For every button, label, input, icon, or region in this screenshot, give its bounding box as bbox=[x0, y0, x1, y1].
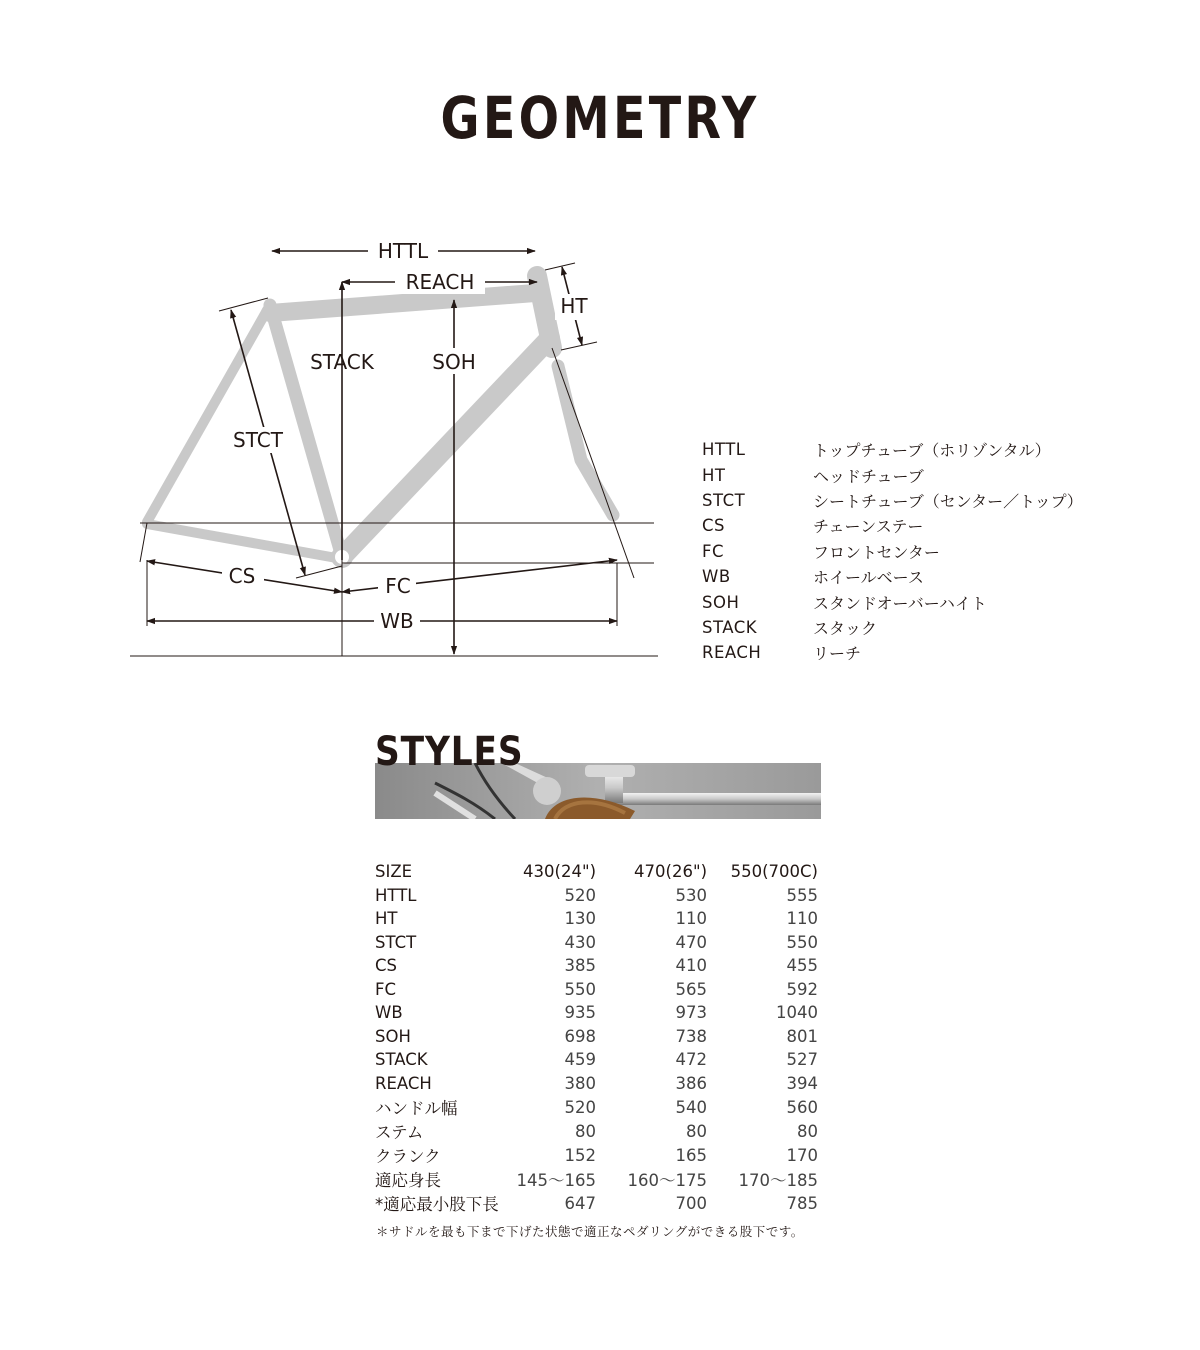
table-row bbox=[375, 1048, 818, 1072]
cell-value: 470 bbox=[675, 932, 707, 952]
frame-tubes bbox=[147, 276, 613, 559]
cell-value: 170〜185 bbox=[738, 1171, 818, 1190]
legend-desc: ヘッドチューブ bbox=[813, 466, 924, 486]
legend-abbr: STCT bbox=[702, 490, 746, 510]
reach-label: REACH bbox=[405, 270, 475, 294]
table-row bbox=[375, 954, 818, 978]
cell-value: 520 bbox=[564, 885, 596, 905]
row-label: STACK bbox=[375, 1050, 428, 1070]
table-row bbox=[375, 1143, 818, 1167]
cell-value: 130 bbox=[564, 909, 596, 929]
geometry-legend bbox=[702, 437, 1083, 666]
cell-value: 700 bbox=[675, 1193, 707, 1213]
legend-item bbox=[702, 488, 1083, 513]
cell-value: 785 bbox=[786, 1193, 818, 1213]
row-label: REACH bbox=[375, 1073, 432, 1093]
legend-desc: ホイールベース bbox=[813, 568, 924, 588]
ht-label: HT bbox=[560, 294, 588, 318]
cell-value: 472 bbox=[675, 1050, 707, 1070]
cell-value: 110 bbox=[675, 909, 707, 929]
ht-extension-line bbox=[552, 348, 634, 578]
cell-value: 801 bbox=[786, 1026, 818, 1046]
table-row bbox=[375, 1001, 818, 1025]
ht-tick-bottom bbox=[561, 342, 597, 350]
stack-label: STACK bbox=[310, 350, 374, 374]
legend-desc: リーチ bbox=[813, 644, 862, 664]
seat-stay bbox=[147, 305, 270, 522]
legend-item bbox=[702, 513, 1083, 538]
wb-label: WB bbox=[380, 609, 414, 633]
legend-abbr: HT bbox=[702, 465, 726, 485]
cell-value: 550 bbox=[786, 932, 818, 952]
table-row bbox=[375, 1119, 818, 1143]
top-tube bbox=[270, 293, 535, 313]
cell-value: 455 bbox=[786, 956, 818, 976]
cell-value: 430 bbox=[564, 932, 596, 952]
cell-value: 410 bbox=[675, 956, 707, 976]
spec-table bbox=[375, 860, 818, 1215]
row-label: *適応最小股下長 bbox=[375, 1195, 499, 1214]
cell-value: 170 bbox=[786, 1145, 818, 1165]
cell-value: 380 bbox=[564, 1073, 596, 1093]
legend-abbr: HTTL bbox=[702, 440, 746, 460]
row-label: FC bbox=[375, 979, 397, 999]
cell-value: 738 bbox=[675, 1026, 707, 1046]
row-label: SOH bbox=[375, 1026, 411, 1046]
cell-value: 973 bbox=[675, 1003, 707, 1023]
cs-label: CS bbox=[228, 564, 256, 588]
styles-banner bbox=[375, 731, 821, 819]
legend-item bbox=[702, 615, 1083, 640]
httl-label: HTTL bbox=[377, 239, 429, 263]
table-row bbox=[375, 1167, 818, 1191]
legend-item bbox=[702, 640, 1083, 665]
cell-value: 459 bbox=[564, 1050, 596, 1070]
styles-title: STYLES bbox=[375, 729, 524, 775]
cell-value: 80 bbox=[686, 1121, 707, 1141]
chain-stay bbox=[147, 524, 342, 559]
row-label: CS bbox=[375, 956, 397, 976]
column-header: SIZE bbox=[375, 862, 413, 882]
row-label: STCT bbox=[375, 932, 417, 952]
table-row bbox=[375, 978, 818, 1002]
table-row bbox=[375, 1072, 818, 1096]
legend-desc: フロントセンター bbox=[813, 542, 940, 562]
stct-label: STCT bbox=[233, 428, 283, 452]
table-row bbox=[375, 1095, 818, 1119]
table-row bbox=[375, 884, 818, 908]
row-label: クランク bbox=[375, 1147, 441, 1166]
legend-abbr: SOH bbox=[702, 592, 740, 612]
table-header-row bbox=[375, 860, 818, 884]
cell-value: 565 bbox=[675, 979, 707, 999]
cell-value: 110 bbox=[786, 909, 818, 929]
legend-abbr: REACH bbox=[702, 643, 762, 663]
cell-value: 80 bbox=[797, 1121, 818, 1141]
cell-value: 550 bbox=[564, 979, 596, 999]
ht-tick-top bbox=[545, 263, 575, 270]
cell-value: 560 bbox=[786, 1097, 818, 1117]
legend-desc: トップチューブ（ホリゾンタル） bbox=[813, 441, 1051, 461]
legend-desc: チェーンステー bbox=[813, 517, 924, 537]
row-label: HTTL bbox=[375, 885, 417, 905]
row-label: ステム bbox=[375, 1123, 424, 1142]
legend-item bbox=[702, 589, 1083, 614]
legend-item bbox=[702, 462, 1083, 487]
cell-value: 394 bbox=[786, 1073, 818, 1093]
cell-value: 145〜165 bbox=[516, 1171, 596, 1190]
legend-abbr: CS bbox=[702, 516, 725, 536]
cell-value: 165 bbox=[675, 1145, 707, 1165]
row-label: WB bbox=[375, 1003, 403, 1023]
table-row bbox=[375, 931, 818, 955]
cell-value: 592 bbox=[786, 979, 818, 999]
front-axle bbox=[609, 509, 619, 519]
legend-abbr: STACK bbox=[702, 617, 758, 637]
legend-item bbox=[702, 437, 1083, 462]
cell-value: 935 bbox=[564, 1003, 596, 1023]
cell-value: 530 bbox=[675, 885, 707, 905]
fc-label: FC bbox=[385, 574, 411, 598]
legend-item bbox=[702, 539, 1083, 564]
row-label: ハンドル幅 bbox=[375, 1099, 458, 1118]
table-row bbox=[375, 907, 818, 931]
geometry-title: GEOMETRY bbox=[440, 84, 760, 152]
row-label: HT bbox=[375, 909, 398, 929]
cell-value: 520 bbox=[564, 1097, 596, 1117]
column-header: 550(700C) bbox=[730, 862, 818, 882]
table-footnote: ＊サドルを最も下まで下げた状態で適正なペダリングができる股下です。 bbox=[376, 1224, 804, 1239]
table-row bbox=[375, 1191, 818, 1215]
soh-label: SOH bbox=[432, 350, 476, 374]
cell-value: 540 bbox=[675, 1097, 707, 1117]
cell-value: 1040 bbox=[776, 1003, 818, 1023]
cell-value: 527 bbox=[786, 1050, 818, 1070]
legend-desc: スタンドオーバーハイト bbox=[813, 593, 987, 613]
legend-desc: スタック bbox=[813, 618, 878, 638]
legend-item bbox=[702, 564, 1083, 589]
column-header: 470(26") bbox=[634, 862, 707, 882]
cell-value: 160〜175 bbox=[627, 1171, 707, 1190]
legend-abbr: WB bbox=[702, 567, 731, 587]
legend-desc: シートチューブ（センター／トップ） bbox=[813, 491, 1083, 511]
stct-tick-top bbox=[219, 298, 268, 311]
cell-value: 152 bbox=[564, 1145, 596, 1165]
cs-tick bbox=[140, 523, 147, 562]
row-label: 適応身長 bbox=[375, 1171, 441, 1190]
cell-value: 386 bbox=[675, 1073, 707, 1093]
cell-value: 647 bbox=[564, 1193, 596, 1213]
legend-abbr: FC bbox=[702, 541, 725, 561]
cell-value: 555 bbox=[786, 885, 818, 905]
table-row bbox=[375, 1025, 818, 1049]
cell-value: 385 bbox=[564, 956, 596, 976]
cell-value: 698 bbox=[564, 1026, 596, 1046]
cell-value: 80 bbox=[575, 1121, 596, 1141]
column-header: 430(24") bbox=[523, 862, 596, 882]
